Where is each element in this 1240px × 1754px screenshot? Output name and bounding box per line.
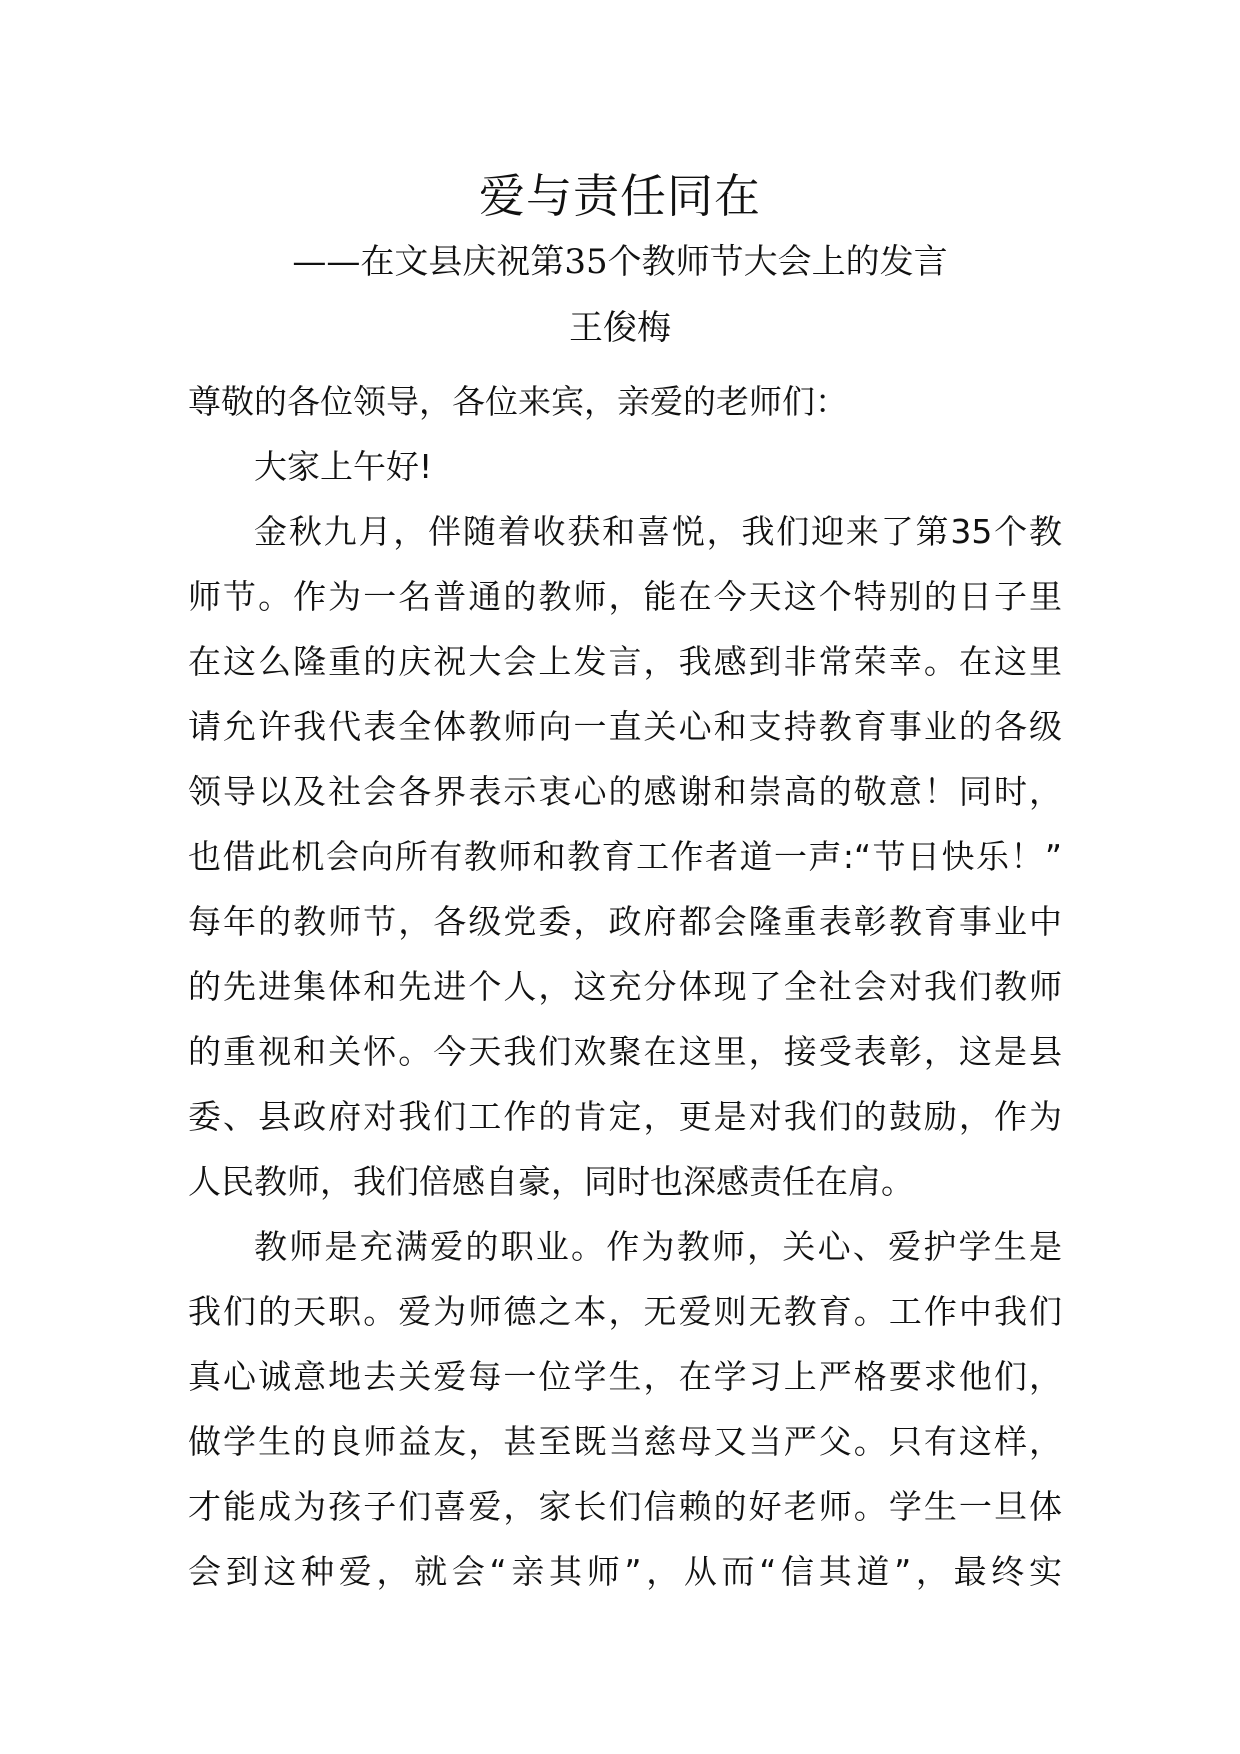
- page-title: 爱与责任同在: [479, 169, 761, 223]
- speech-body: [188, 369, 1062, 1604]
- text-line: 尊敬的各位领导，各位来宾，亲爱的老师们：: [188, 382, 848, 421]
- text-line: 委、县政府对我们工作的肯定，更是对我们的鼓励，作为: [188, 1097, 1062, 1136]
- text-line: 真心诚意地去关爱每一位学生，在学习上严格要求他们，: [188, 1357, 1062, 1396]
- text-line: 教师是充满爱的职业。作为教师，关心、爱护学生是: [254, 1227, 1062, 1266]
- text-line: 也借此机会向所有教师和教育工作者道一声:“节日快乐！”: [188, 837, 1062, 876]
- text-line: 大家上午好!: [254, 447, 433, 486]
- text-line: 请允许我代表全体教师向一直关心和支持教育事业的各级: [188, 707, 1062, 746]
- text-line: 的先进集体和先进个人，这充分体现了全社会对我们教师: [188, 967, 1062, 1006]
- text-line: 做学生的良师益友，甚至既当慈母又当严父。只有这样，: [188, 1422, 1062, 1461]
- page-subtitle: ——在文县庆祝第35个教师节大会上的发言: [292, 242, 948, 282]
- text-line: 人民教师，我们倍感自豪，同时也深感责任在肩。: [188, 1162, 914, 1201]
- text-line: 金秋九月，伴随着收获和喜悦，我们迎来了第35个教: [254, 512, 1062, 551]
- text-line: 师节。作为一名普通的教师，能在今天这个特别的日子里: [188, 577, 1062, 616]
- author-name: 王俊梅: [569, 308, 671, 348]
- text-line: 的重视和关怀。今天我们欢聚在这里，接受表彰，这是县: [188, 1032, 1062, 1071]
- text-line: 我们的天职。爱为师德之本，无爱则无教育。工作中我们: [188, 1292, 1062, 1331]
- text-line: 才能成为孩子们喜爱，家长们信赖的好老师。学生一旦体: [188, 1487, 1062, 1526]
- text-line: 在这么隆重的庆祝大会上发言，我感到非常荣幸。在这里: [188, 642, 1062, 681]
- text-line: 每年的教师节，各级党委，政府都会隆重表彰教育事业中: [188, 902, 1062, 941]
- text-line: 会到这种爱，就会“亲其师”，从而“信其道”，最终实: [188, 1552, 1062, 1591]
- text-line: 领导以及社会各界表示衷心的感谢和崇高的敬意！同时，: [188, 772, 1062, 811]
